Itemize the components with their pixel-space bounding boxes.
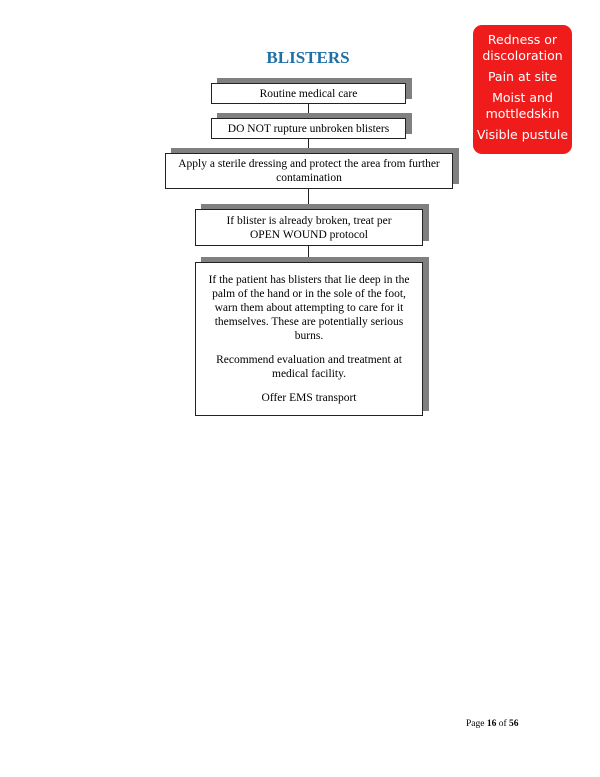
flow-step-text: Offer EMS transport: [261, 392, 357, 404]
page-number: [466, 719, 519, 729]
symptom-item: Redness or discoloration: [482, 32, 563, 63]
page-label: Page: [466, 719, 487, 729]
flow-step-text: If the patient has blisters that lie deep in the palm of the hand or in the sole of the foot, warn them about attempting to care for it themselves. These are potentially serious burns.: [208, 274, 410, 342]
flow-step-routine-care: [211, 83, 406, 104]
flow-step-sterile-dressing: [165, 153, 453, 189]
connector-line: [308, 104, 309, 118]
page-title: BLISTERS: [266, 48, 350, 67]
flow-step-text: If blister is already broken, treat per OPEN WOUND protocol: [226, 214, 392, 241]
symptom-item: Moist and mottledskin: [485, 90, 560, 121]
connector-line: [308, 139, 309, 153]
current-page: 16: [486, 719, 497, 729]
connector-line: [308, 189, 309, 209]
symptom-item: Pain at site: [487, 69, 558, 84]
flow-step-text: Apply a sterile dressing and protect the area from further contamination: [178, 158, 440, 184]
flow-step-text: Routine medical care: [259, 87, 358, 100]
flow-step-broken-blister: [195, 209, 423, 246]
total-pages: 56: [509, 719, 519, 729]
page-of-label: of: [496, 719, 510, 729]
symptom-item: Visible pustule: [476, 127, 569, 142]
flow-step-text: Recommend evaluation and treatment at medical facility.: [216, 354, 402, 380]
symptoms-box: [473, 25, 572, 154]
flow-step-text: DO NOT rupture unbroken blisters: [227, 122, 390, 135]
connector-line: [308, 246, 309, 262]
flow-step-deep-blisters: [195, 262, 423, 416]
flow-step-do-not-rupture: [211, 118, 406, 139]
